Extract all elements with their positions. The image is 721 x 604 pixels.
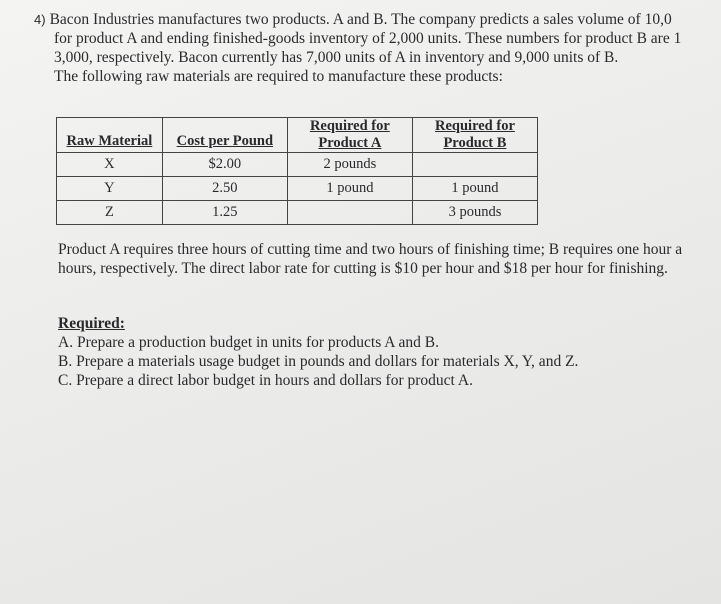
cell-material: X [57,153,163,177]
problem-line-1 [34,10,714,29]
cell-req-b: 1 pound [412,177,537,201]
raw-materials-table [56,117,538,225]
cell-material: Z [57,201,163,225]
cell-material: Y [57,177,163,201]
required-section [58,314,718,390]
cell-cost: $2.00 [162,153,287,177]
paragraph-line-2: hours, respectively. The direct labor rate for cutting is $10 per hour and $18 per hour for finishing. [58,260,668,277]
problem-text-1: Bacon Industries manufactures two products. A and B. The company predicts a sales volume of 10,0 [49,11,672,28]
table-row [57,153,538,177]
header-raw-material: Raw Material [57,118,163,153]
header-required-product-a: Required for Product A [287,118,412,153]
table-row [57,177,538,201]
cell-req-a [287,201,412,225]
problem-line-2: for product A and ending finished-goods inventory of 2,000 units. These numbers for product B are 1 [54,30,682,47]
paragraph-line-1: Product A requires three hours of cutting time and two hours of finishing time; B requires one hour a [58,241,683,258]
required-title: Required: [58,315,125,332]
required-item-a: A. Prepare a production budget in units for products A and B. [58,334,439,351]
header-required-product-b: Required for Product B [412,118,537,153]
problem-statement [34,10,714,86]
cell-req-b: 3 pounds [412,201,537,225]
cell-req-a: 2 pounds [287,153,412,177]
required-item-b: B. Prepare a materials usage budget in pounds and dollars for materials X, Y, and Z. [58,353,579,370]
question-number: 4) [34,12,46,27]
cell-cost: 2.50 [162,177,287,201]
cell-req-b [412,153,537,177]
cell-cost: 1.25 [162,201,287,225]
cell-req-a: 1 pound [287,177,412,201]
problem-line-3: 3,000, respectively. Bacon currently has 7,000 units of A in inventory and 9,000 units of B. [54,49,619,66]
table-row [57,201,538,225]
header-cost-per-pound: Cost per Pound [162,118,287,153]
required-item-c: C. Prepare a direct labor budget in hours and dollars for product A. [58,372,473,389]
raw-materials-table-wrap [56,117,538,225]
problem-line-4: The following raw materials are required to manufacture these products: [54,68,503,85]
table-header-row [57,118,538,153]
labor-paragraph [58,240,718,278]
